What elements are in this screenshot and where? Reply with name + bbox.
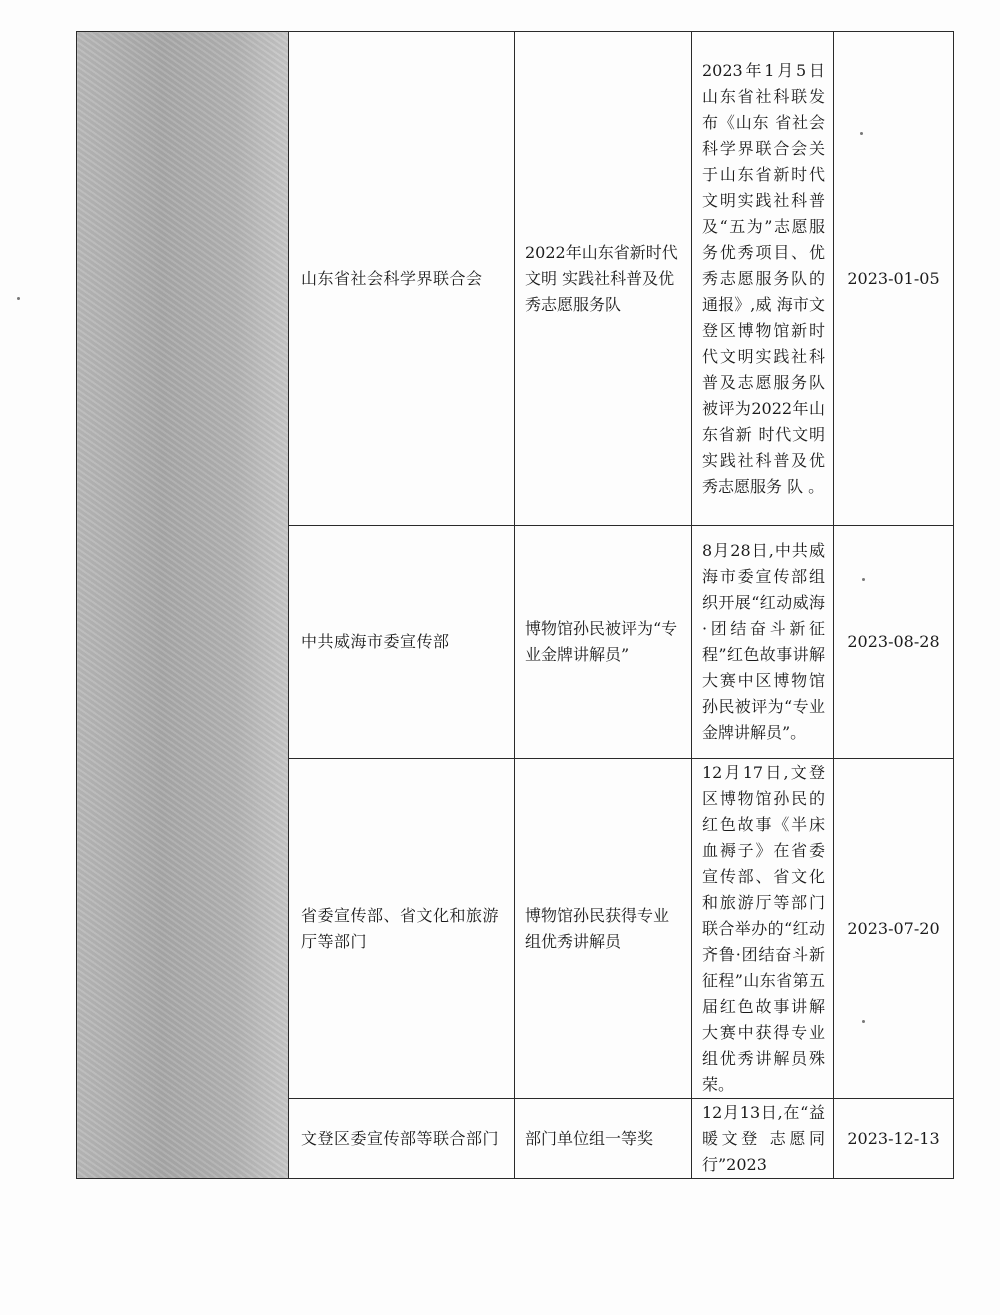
detail-text: 8月28日,中共威海市委宣传部组织开展“红动威海·团结奋斗新征程”红色故事讲解大赛中区博物馆孙民被评为“专业金牌讲解员”。 [702,541,825,742]
scan-speck [860,132,863,135]
org-cell [289,759,515,1099]
award-title-text: 部门单位组一等奖 [525,1128,654,1148]
date-cell [834,526,954,759]
award-title-cell [515,526,692,759]
award-title-text: 博物馆孙民获得专业组优秀讲解员 [525,905,670,951]
detail-text: 12月17日,文登区博物馆孙民的红色故事《半床血褥子》在省委宣传部、省文化和旅游厅等部门联合举办的“红动齐鲁·团结奋斗新征程”山东省第五届红色故事讲解大赛中获得专业组优秀讲解员殊荣。 [702,762,825,1094]
scan-speck [17,297,20,300]
org-text: 山东省社会科学界联合会 [301,268,483,288]
scan-speck [862,1020,865,1023]
detail-cell [692,526,834,759]
date-text: 2023-08-28 [847,632,940,651]
org-cell [289,1099,515,1179]
shaded-column [77,32,289,1179]
detail-text: 12月13日,在“益暖文登 志愿同行”2023 [702,1102,825,1174]
scan-speck [862,578,865,581]
award-title-cell [515,1099,692,1179]
detail-cell [692,759,834,1099]
org-text: 中共威海市委宣传部 [301,632,450,651]
date-cell [834,32,954,526]
detail-cell [692,32,834,526]
date-cell [834,1099,954,1179]
detail-cell [692,1099,834,1179]
table-row [77,32,954,526]
date-text: 2023-07-20 [847,918,940,938]
award-title-cell [515,759,692,1099]
award-title-text: 博物馆孙民被评为“专业金牌讲解员” [525,619,678,664]
date-text: 2023-01-05 [847,268,940,288]
date-text: 2023-12-13 [847,1128,940,1148]
detail-text: 2023年1月5日山东省社科联发布《山东 省社会科学界联合会关于山东省新时代 文明实践社科普及“五为”志愿服务优秀项目、优秀志愿服务队的通报》,威 海市文登区博物馆新时代文明实践社科 普及志愿服务队被评为2022年山东省新 时代文明实践社科普及优秀志愿服务 队 。 [702,60,825,496]
org-cell [289,32,515,526]
award-title-text: 2022年山东省新时代文明 实践社科普及优秀志愿服务队 [525,242,678,314]
org-text: 省委宣传部、省文化和旅游厅等部门 [301,905,500,951]
awards-table [76,31,954,1179]
award-title-cell [515,32,692,526]
date-cell [834,759,954,1099]
org-text: 文登区委宣传部等联合部门 [301,1128,500,1148]
org-cell [289,526,515,759]
